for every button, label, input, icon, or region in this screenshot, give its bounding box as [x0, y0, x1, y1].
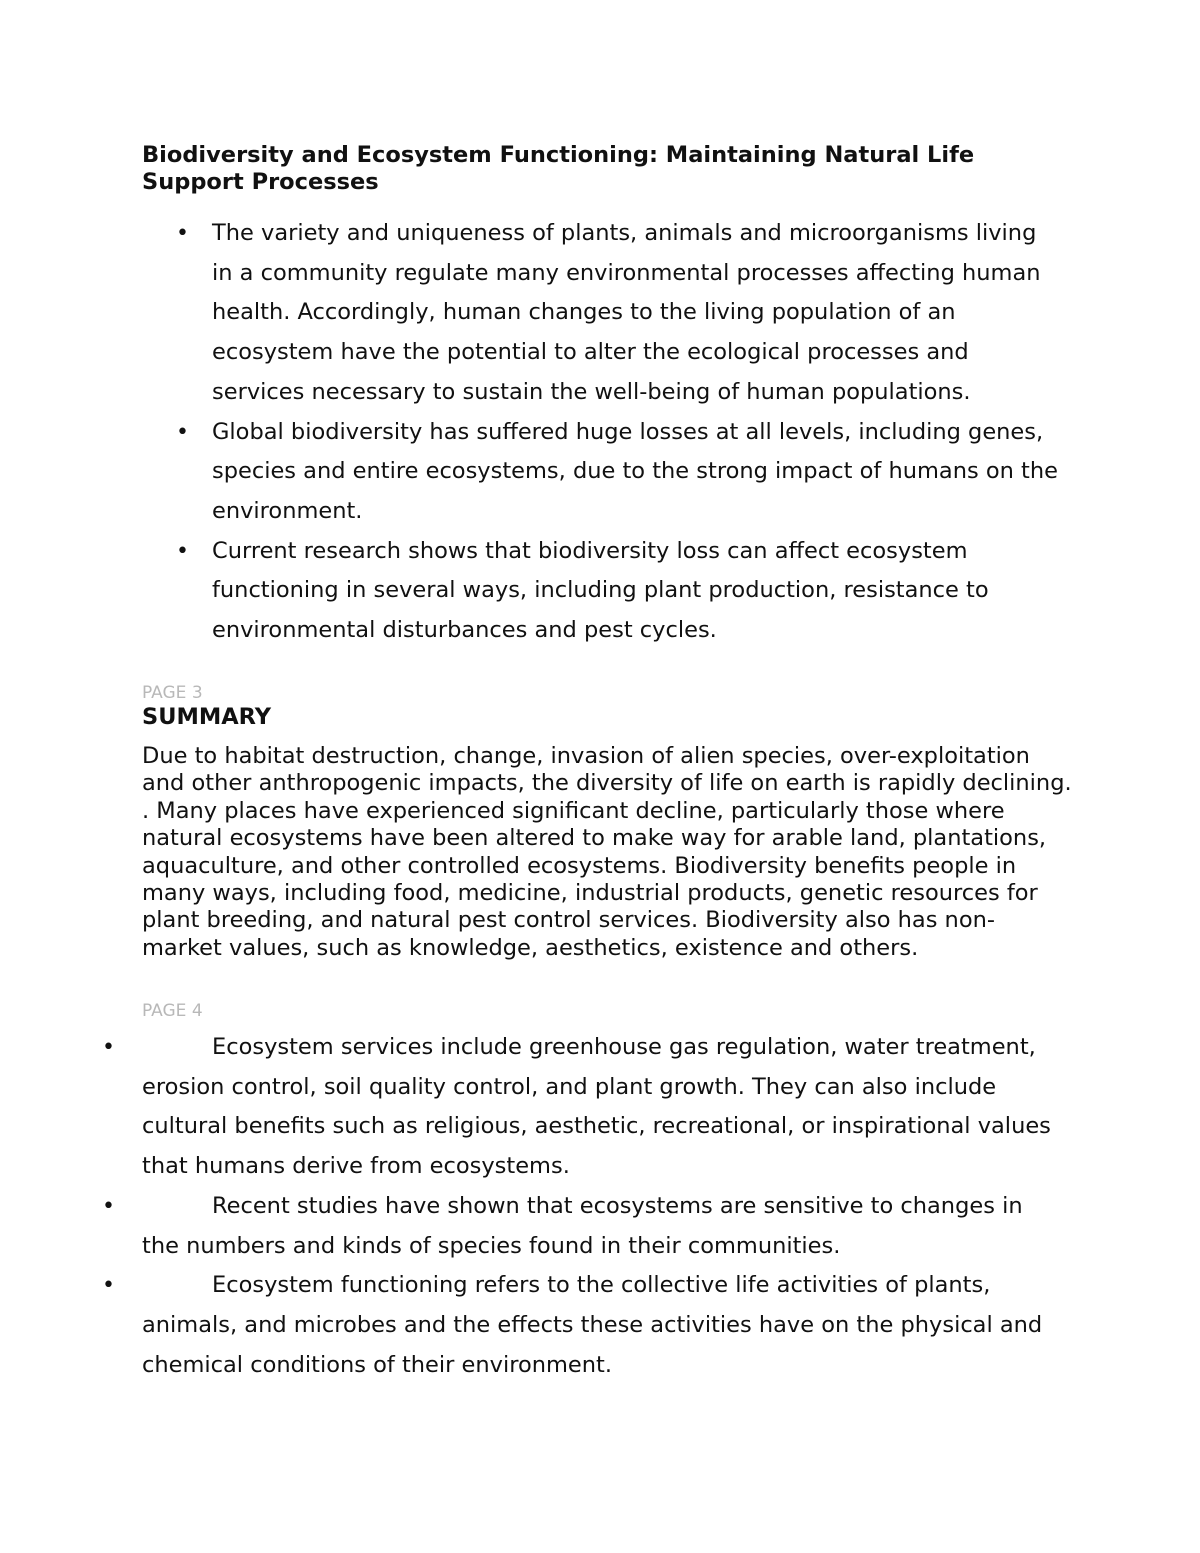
list-item-text: Ecosystem services include greenhouse gas regulation, water treatment, erosion control, soil quality control, and plant growth. They can also include cultural benefits such as religious, aesthetic, recreational, or inspirational values that humans derive from ecosystems.	[142, 1034, 1051, 1180]
list-item	[102, 1266, 1062, 1385]
bullet-icon: •	[102, 1273, 115, 1299]
list-item	[102, 1028, 1062, 1187]
list-item	[142, 413, 1062, 532]
list-item	[102, 1187, 1062, 1266]
services-bullet-list	[102, 1028, 1062, 1385]
bullet-icon: •	[102, 1193, 115, 1219]
list-item	[142, 214, 1062, 413]
summary-paragraph: Due to habitat destruction, change, invasion of alien species, over-exploitation and other anthropogenic impacts, the diversity of life on earth is rapidly declining. . Many places have experienced significant decline, particularly those where natural ecosystems have been altered to make way for arable land, plantations, aquaculture, and other controlled ecosystems. Biodiversity benefits people in many ways, including food, medicine, industrial products, genetic resources for plant breeding, and natural pest control services. Biodiversity also has non-market values, such as knowledge, aesthetics, existence and others.	[142, 743, 1072, 961]
list-item-text: Recent studies have shown that ecosystems are sensitive to changes in the numbers and kinds of species found in their communities.	[142, 1192, 1023, 1259]
list-item-text: Current research shows that biodiversity loss can affect ecosystem functioning in several ways, including plant production, resistance to environmental disturbances and pest cycles.	[212, 537, 989, 644]
page-label-3: PAGE 3	[142, 683, 203, 703]
summary-heading: SUMMARY	[142, 704, 272, 730]
intro-bullet-list	[142, 214, 1062, 651]
list-item-text: The variety and uniqueness of plants, animals and microorganisms living in a community regulate many environmental processes affecting human health. Accordingly, human changes to the living population of an ecosystem have the potential to alter the ecological processes and services necessary to sustain the well-being of human populations.	[212, 220, 1041, 405]
bullet-icon: •	[176, 221, 189, 246]
list-item-text: Global biodiversity has suffered huge losses at all levels, including genes, species and entire ecosystems, due to the strong impact of humans on the environment.	[212, 418, 1058, 524]
page-label-4: PAGE 4	[142, 1001, 203, 1021]
bullet-icon: •	[176, 538, 189, 564]
list-item-text: Ecosystem functioning refers to the collective life activities of plants, animals, and microbes and the effects these activities have on the physical and chemical conditions of their environment.	[142, 1272, 1043, 1378]
document-title: Biodiversity and Ecosystem Functioning: Maintaining Natural Life Support Processes	[142, 142, 975, 195]
bullet-icon: •	[176, 419, 189, 445]
bullet-icon: •	[102, 1035, 115, 1060]
list-item	[142, 532, 1062, 651]
